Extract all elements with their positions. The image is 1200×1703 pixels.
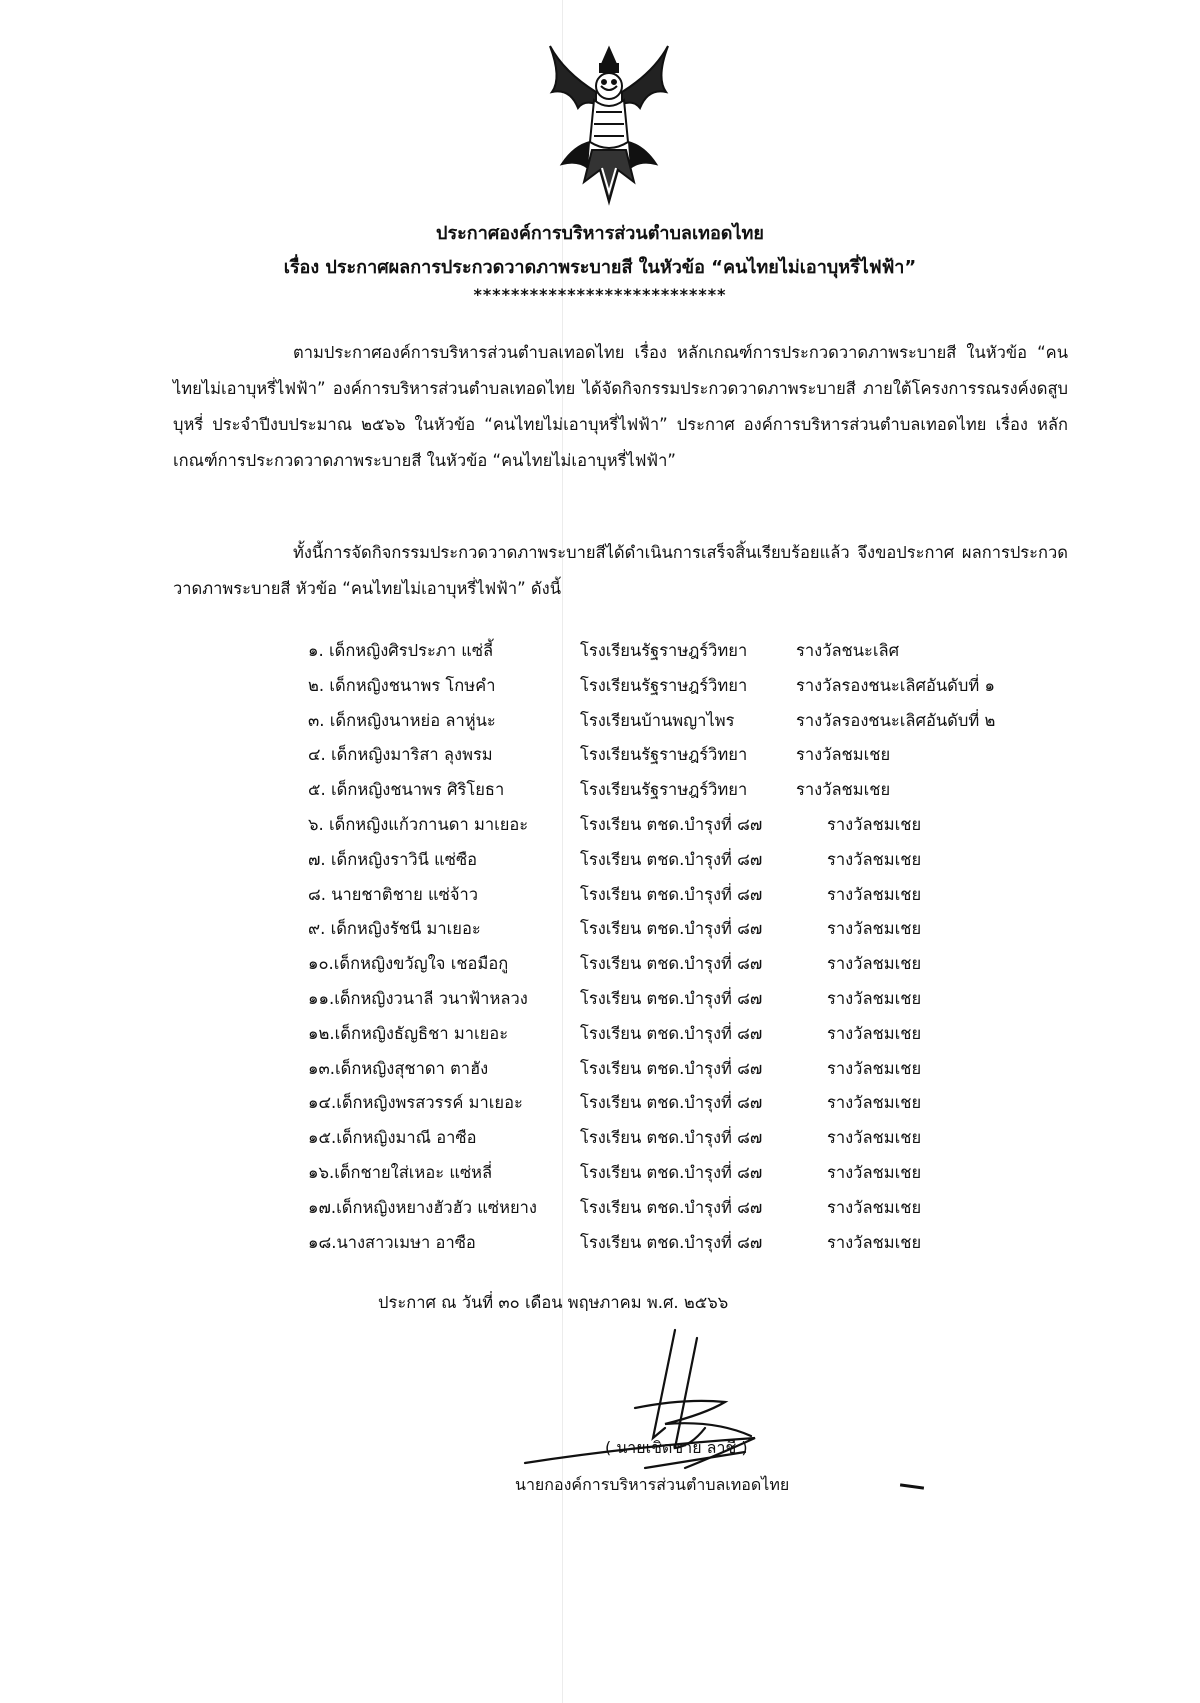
winner-award: รางวัลชมเชย <box>827 954 922 974</box>
winner-award: รางวัลชมเชย <box>827 814 922 834</box>
winner-name: ๑๖.เด็กชายใส่เหอะ แซ่หลี่ <box>308 1162 493 1182</box>
signature-mark <box>900 1483 924 1489</box>
winner-award: รางวัลชนะเลิศ <box>796 641 900 660</box>
garuda-emblem-icon <box>544 42 674 210</box>
winner-school: โรงเรียน ตชด.บำรุงที่ ๘๗ <box>580 849 763 869</box>
winner-award: รางวัลชมเชย <box>827 1197 922 1217</box>
body-paragraph-1: ตามประกาศองค์การบริหารส่วนตำบลเทอดไทย เรื่อง หลักเกณฑ์การประกวดวาดภาพระบายสี ในหัวข้อ “คนไทยไม่เอาบุหรี่ไฟฟ้า” องค์การบริหารส่วนตำบลเทอดไทย ได้จัดกิจกรรมประกวดวาดภาพระบายสี ภายใต้โครงการรณรงค์งดสูบบุหรี่ ประจำปีงบประมาณ ๒๕๖๖ ในหัวข้อ “คนไทยไม่เอาบุหรี่ไฟฟ้า” ประกาศ องค์การบริหารส่วนตำบลเทอดไทย เรื่อง หลักเกณฑ์การประกวดวาดภาพระบายสี ในหัวข้อ “คนไทยไม่เอาบุหรี่ไฟฟ้า” <box>173 343 1068 470</box>
winner-award: รางวัลชมเชย <box>827 1023 922 1043</box>
winner-award: รางวัลชมเชย <box>827 1232 922 1252</box>
list-item <box>308 669 1068 704</box>
winner-school: โรงเรียนรัฐราษฎร์วิทยา <box>580 641 748 660</box>
winner-name: ๑๓.เด็กหญิงสุชาดา ตาฮัง <box>308 1058 489 1078</box>
winner-school: โรงเรียนรัฐราษฎร์วิทยา <box>580 780 748 800</box>
signer-name: ( นายเชิดชาย ลาชี ) <box>605 1438 748 1457</box>
winner-name: ๑๘.นางสาวเมษา อาซือ <box>308 1232 476 1252</box>
winner-award: รางวัลชมเชย <box>827 919 922 939</box>
winner-school: โรงเรียน ตชด.บำรุงที่ ๘๗ <box>580 919 763 939</box>
winner-name: ๑๑.เด็กหญิงวนาลี วนาฟ้าหลวง <box>308 988 528 1008</box>
winner-school: โรงเรียน ตชด.บำรุงที่ ๘๗ <box>580 988 763 1008</box>
winner-name: ๙. เด็กหญิงรัชนี มาเยอะ <box>308 919 481 939</box>
announcement-subject: เรื่อง ประกาศผลการประกวดวาดภาพระบายสี ในหัวข้อ “คนไทยไม่เอาบุหรี่ไฟฟ้า” <box>283 257 917 278</box>
list-item <box>308 1226 1068 1261</box>
winner-school: โรงเรียน ตชด.บำรุงที่ ๘๗ <box>580 1128 763 1148</box>
winner-award: รางวัลรองชนะเลิศอันดับที่ ๒ <box>796 710 996 730</box>
winner-name: ๑๕.เด็กหญิงมาณี อาซือ <box>308 1128 477 1148</box>
winner-school: โรงเรียน ตชด.บำรุงที่ ๘๗ <box>580 884 763 904</box>
winner-school: โรงเรียน ตชด.บำรุงที่ ๘๗ <box>580 1093 763 1113</box>
list-item <box>308 947 1068 982</box>
list-item <box>308 1017 1068 1052</box>
separator: *************************** <box>473 285 727 304</box>
winner-award: รางวัลชมเชย <box>827 849 922 869</box>
winner-award: รางวัลชมเชย <box>827 988 922 1008</box>
winner-name: ๑๐.เด็กหญิงขวัญใจ เชอมือกู <box>308 954 509 974</box>
winner-name: ๗. เด็กหญิงราวินี แซ่ซือ <box>308 849 478 869</box>
signer-position: นายกองค์การบริหารส่วนตำบลเทอดไทย <box>515 1475 790 1494</box>
winner-name: ๑๗.เด็กหญิงหยางฮัวฮัว แซ่หยาง <box>308 1197 537 1217</box>
announcement-date: ประกาศ ณ วันที่ ๓๐ เดือน พฤษภาคม พ.ศ. ๒๕๖๖ <box>378 1293 729 1312</box>
winner-name: ๘. นายชาติชาย แซ่จ้าว <box>308 884 479 904</box>
winner-award: รางวัลชมเชย <box>827 1128 922 1148</box>
winner-school: โรงเรียน ตชด.บำรุงที่ ๘๗ <box>580 1162 763 1182</box>
winner-name: ๔. เด็กหญิงมาริสา ลุงพรม <box>308 745 493 765</box>
list-item <box>308 982 1068 1017</box>
list-item <box>308 808 1068 843</box>
winner-school: โรงเรียน ตชด.บำรุงที่ ๘๗ <box>580 1232 763 1252</box>
list-item <box>308 1156 1068 1191</box>
list-item <box>308 773 1068 808</box>
winner-award: รางวัลชมเชย <box>827 1162 922 1182</box>
list-item <box>308 1191 1068 1226</box>
body-paragraph-2: ทั้งนี้การจัดกิจกรรมประกวดวาดภาพระบายสีได้ดำเนินการเสร็จสิ้นเรียบร้อยแล้ว จึงขอประกาศ ผลการประกวดวาดภาพระบายสี หัวข้อ “คนไทยไม่เอาบุหรี่ไฟฟ้า” ดังนี้ <box>173 543 1068 598</box>
winner-school: โรงเรียน ตชด.บำรุงที่ ๘๗ <box>580 954 763 974</box>
list-item <box>308 704 1068 739</box>
winner-name: ๓. เด็กหญิงนาหย่อ ลาหู่นะ <box>308 710 496 730</box>
winner-school: โรงเรียนรัฐราษฎร์วิทยา <box>580 675 748 695</box>
announcement-title: ประกาศองค์การบริหารส่วนตำบลเทอดไทย <box>436 223 764 244</box>
winner-school: โรงเรียน ตชด.บำรุงที่ ๘๗ <box>580 1023 763 1043</box>
winner-name: ๑๒.เด็กหญิงธัญธิชา มาเยอะ <box>308 1023 509 1043</box>
winner-school: โรงเรียน ตชด.บำรุงที่ ๘๗ <box>580 1058 763 1078</box>
winner-name: ๑๔.เด็กหญิงพรสวรรค์ มาเยอะ <box>308 1093 523 1113</box>
list-item <box>308 1052 1068 1087</box>
list-item <box>308 912 1068 947</box>
winner-award: รางวัลชมเชย <box>796 745 891 765</box>
winner-name: ๖. เด็กหญิงแก้วกานดา มาเยอะ <box>308 814 529 834</box>
list-item <box>308 843 1068 878</box>
list-item <box>308 1121 1068 1156</box>
winner-school: โรงเรียนรัฐราษฎร์วิทยา <box>580 745 748 765</box>
winner-name: ๑. เด็กหญิงศิรประภา แซ่ลี้ <box>308 641 494 660</box>
list-item <box>308 738 1068 773</box>
winners-list <box>308 634 1068 1260</box>
list-item <box>308 1086 1068 1121</box>
winner-school: โรงเรียน ตชด.บำรุงที่ ๘๗ <box>580 1197 763 1217</box>
list-item <box>308 878 1068 913</box>
winner-name: ๕. เด็กหญิงชนาพร ศิริโยธา <box>308 780 505 800</box>
winner-award: รางวัลชมเชย <box>827 884 922 904</box>
list-item <box>308 634 1068 669</box>
winner-award: รางวัลชมเชย <box>796 780 891 800</box>
winner-award: รางวัลชมเชย <box>827 1058 922 1078</box>
winner-award: รางวัลชมเชย <box>827 1093 922 1113</box>
winner-school: โรงเรียน ตชด.บำรุงที่ ๘๗ <box>580 814 763 834</box>
winner-name: ๒. เด็กหญิงชนาพร โกษคำ <box>308 675 496 695</box>
winner-award: รางวัลรองชนะเลิศอันดับที่ ๑ <box>796 675 995 695</box>
winner-school: โรงเรียนบ้านพญาไพร <box>580 710 735 730</box>
